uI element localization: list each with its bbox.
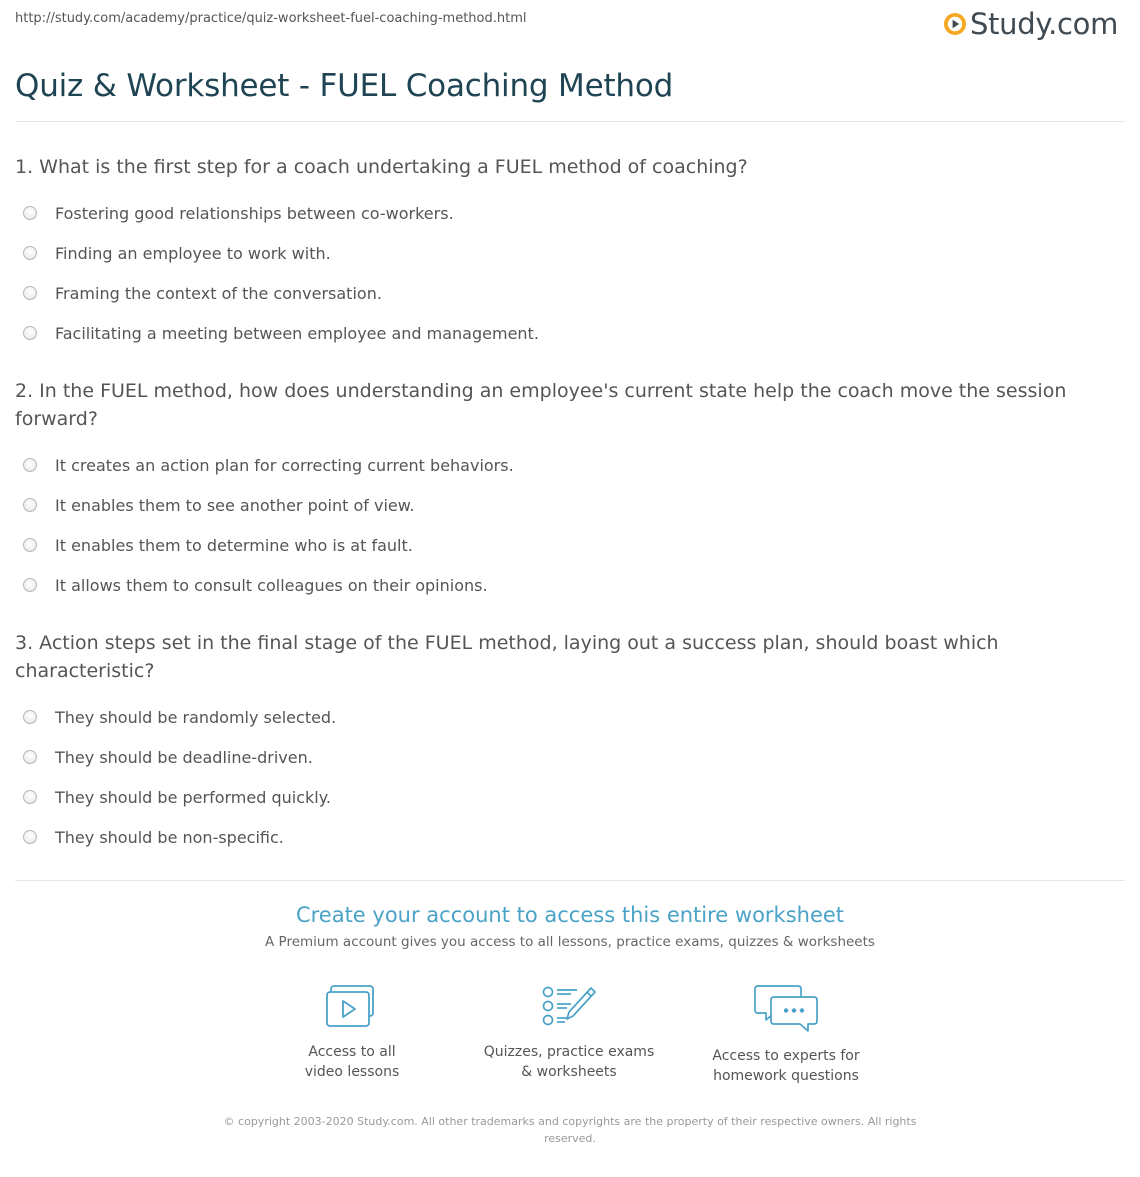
answer-option[interactable] xyxy=(15,445,1115,485)
answer-text: Facilitating a meeting between employee and management. xyxy=(55,323,539,343)
radio-button-icon[interactable] xyxy=(23,710,37,724)
answer-text: They should be non-specific. xyxy=(55,827,284,847)
radio-button-icon[interactable] xyxy=(23,498,37,512)
feature-quizzes xyxy=(459,984,679,1082)
answer-list xyxy=(15,445,1115,605)
video-lessons-icon xyxy=(325,984,379,1030)
page-title: Quiz & Worksheet - FUEL Coaching Method xyxy=(15,68,674,104)
answer-text: Fostering good relationships between co-workers. xyxy=(55,203,454,223)
answer-option[interactable] xyxy=(15,233,1115,273)
answer-list xyxy=(15,697,1115,857)
radio-button-icon[interactable] xyxy=(23,286,37,300)
radio-button-icon[interactable] xyxy=(23,790,37,804)
promo-title-link[interactable]: Create your account to access this entire worksheet xyxy=(295,903,845,927)
radio-button-icon[interactable] xyxy=(23,750,37,764)
question-text: 1. What is the first step for a coach undertaking a FUEL method of coaching? xyxy=(15,156,748,178)
promo-subtitle: A Premium account gives you access to all lessons, practice exams, quizzes & worksheets xyxy=(265,934,875,950)
answer-text: It enables them to determine who is at fault. xyxy=(55,535,413,555)
question-3 xyxy=(15,629,1115,857)
answer-text: They should be randomly selected. xyxy=(55,707,337,727)
radio-button-icon[interactable] xyxy=(23,578,37,592)
chat-bubbles-icon xyxy=(754,984,818,1034)
question-text: 2. In the FUEL method, how does understanding an employee's current state help the coach move the session forward? xyxy=(15,380,1067,430)
answer-option[interactable] xyxy=(15,817,1115,857)
answer-text: They should be deadline-driven. xyxy=(55,747,313,767)
radio-button-icon[interactable] xyxy=(23,538,37,552)
answer-option[interactable] xyxy=(15,565,1115,605)
radio-button-icon[interactable] xyxy=(23,206,37,220)
feature-label: Access to experts for homework questions xyxy=(712,1048,860,1084)
answer-option[interactable] xyxy=(15,737,1115,777)
question-1 xyxy=(15,153,1115,353)
answer-option[interactable] xyxy=(15,525,1115,565)
page-url: http://study.com/academy/practice/quiz-worksheet-fuel-coaching-method.html xyxy=(15,11,527,26)
answer-text: Framing the context of the conversation. xyxy=(55,283,382,303)
answer-list xyxy=(15,193,1115,353)
question-text: 3. Action steps set in the final stage of the FUEL method, laying out a success plan, should boast which characteristic? xyxy=(15,632,999,682)
feature-label: Access to all video lessons xyxy=(304,1044,400,1080)
answer-text: They should be performed quickly. xyxy=(55,787,331,807)
divider xyxy=(15,880,1125,881)
divider xyxy=(15,121,1125,122)
copyright-text: © copyright 2003-2020 Study.com. All other trademarks and copyrights are the property of their respective owners. All rights reserved. xyxy=(223,1115,917,1145)
radio-button-icon[interactable] xyxy=(23,830,37,844)
radio-button-icon[interactable] xyxy=(23,326,37,340)
answer-text: It creates an action plan for correcting current behaviors. xyxy=(55,455,514,475)
study-logo[interactable] xyxy=(943,6,1118,42)
question-2 xyxy=(15,377,1115,605)
radio-button-icon[interactable] xyxy=(23,458,37,472)
answer-option[interactable] xyxy=(15,193,1115,233)
answer-option[interactable] xyxy=(15,273,1115,313)
answer-option[interactable] xyxy=(15,485,1115,525)
quiz-checklist-icon xyxy=(541,984,597,1030)
feature-video-lessons xyxy=(242,984,462,1082)
answer-text: Finding an employee to work with. xyxy=(55,243,331,263)
answer-text: It allows them to consult colleagues on their opinions. xyxy=(55,575,488,595)
radio-button-icon[interactable] xyxy=(23,246,37,260)
logo-text: Study.com xyxy=(970,7,1119,41)
answer-option[interactable] xyxy=(15,697,1115,737)
feature-experts xyxy=(676,984,896,1086)
answer-text: It enables them to see another point of view. xyxy=(55,495,415,515)
answer-option[interactable] xyxy=(15,313,1115,353)
play-logo-icon xyxy=(943,12,967,36)
answer-option[interactable] xyxy=(15,777,1115,817)
feature-label: Quizzes, practice exams & worksheets xyxy=(483,1044,655,1080)
